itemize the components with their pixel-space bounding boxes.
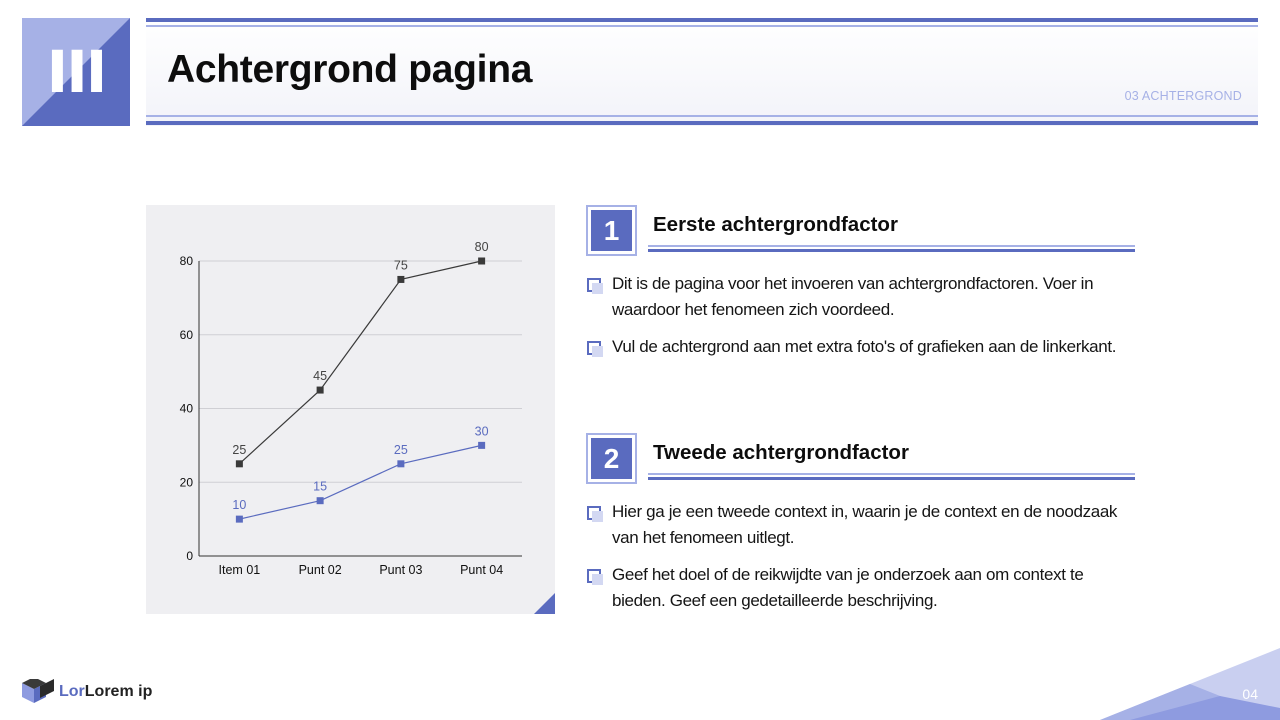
footer-decoration bbox=[1100, 648, 1280, 720]
data-point bbox=[317, 497, 324, 504]
section-tag: 03 ACHTERGROND bbox=[1124, 89, 1242, 103]
logo-icon bbox=[22, 679, 54, 703]
factor-rule-thin bbox=[648, 245, 1135, 247]
x-tick-label: Item 01 bbox=[218, 563, 261, 577]
data-point bbox=[397, 276, 404, 283]
factor-number: 1 bbox=[591, 210, 632, 251]
factor-rule bbox=[648, 249, 1135, 252]
factor-title: Tweede achtergrondfactor bbox=[653, 441, 909, 464]
factor-bullet-list bbox=[586, 499, 1136, 625]
page-number: 04 bbox=[1242, 686, 1258, 702]
y-tick-label: 20 bbox=[179, 475, 193, 490]
bullet-text: Dit is de pagina voor het invoeren van achtergrondfactoren. Voer in waardoor het fenomeen zich voordeed. bbox=[612, 274, 1094, 319]
data-label: 30 bbox=[474, 424, 489, 439]
y-tick-label: 80 bbox=[179, 254, 193, 268]
logo-text: LorLorem ip bbox=[59, 683, 153, 700]
header-rule-top bbox=[146, 18, 1258, 22]
bullet-text: Hier ga je een tweede context in, waarin je de context en de noodzaak van het fenomeen uitlegt. bbox=[612, 502, 1118, 547]
data-label: 80 bbox=[474, 240, 489, 254]
bullet-text: Geef het doel of de reikwijdte van je onderzoek aan om context te bieden. Geef een gedetailleerde beschrijving. bbox=[612, 565, 1084, 610]
chart-corner-decoration bbox=[534, 593, 555, 614]
data-point bbox=[397, 460, 404, 467]
line-chart bbox=[146, 205, 555, 614]
x-tick-label: Punt 02 bbox=[298, 563, 342, 577]
factor-number: 2 bbox=[591, 438, 632, 479]
factor-title: Eerste achtergrondfactor bbox=[653, 213, 898, 236]
data-label: 45 bbox=[313, 369, 328, 384]
data-point bbox=[478, 258, 485, 265]
chart-panel bbox=[146, 205, 555, 614]
factor-number-box bbox=[586, 433, 637, 484]
bullet-item bbox=[586, 562, 1136, 613]
data-label: 15 bbox=[313, 479, 328, 494]
section-roman-numeral: III bbox=[46, 38, 106, 106]
data-point bbox=[478, 442, 485, 449]
data-label: 10 bbox=[232, 498, 247, 513]
data-label: 25 bbox=[232, 442, 247, 457]
data-label: 25 bbox=[393, 442, 408, 457]
section-number-block bbox=[22, 18, 130, 126]
page-title: Achtergrond pagina bbox=[167, 48, 533, 91]
y-tick-label: 60 bbox=[179, 327, 193, 342]
bullet-item bbox=[586, 271, 1136, 322]
header-rule-bottom bbox=[146, 121, 1258, 125]
bullet-item bbox=[586, 499, 1136, 550]
data-label: 75 bbox=[393, 258, 408, 273]
y-tick-label: 0 bbox=[186, 549, 193, 563]
bullet-text: Vul de achtergrond aan met extra foto's of grafieken aan de linkerkant. bbox=[612, 337, 1117, 356]
factor-rule-thin bbox=[648, 473, 1135, 475]
x-tick-label: Punt 04 bbox=[460, 563, 504, 577]
data-point bbox=[236, 516, 243, 523]
checkbox-square-icon bbox=[587, 341, 601, 355]
factor-number-box bbox=[586, 205, 637, 256]
x-tick-label: Punt 03 bbox=[379, 563, 423, 577]
bullet-item bbox=[586, 334, 1136, 360]
header-rule-bottom-thin bbox=[146, 115, 1258, 117]
factor-rule bbox=[648, 477, 1135, 480]
checkbox-square-icon bbox=[587, 506, 601, 520]
checkbox-square-icon bbox=[587, 278, 601, 292]
data-point bbox=[317, 387, 324, 394]
factor-bullet-list bbox=[586, 271, 1136, 372]
data-point bbox=[236, 460, 243, 467]
header-rule-top-thin bbox=[146, 25, 1258, 27]
y-tick-label: 40 bbox=[179, 401, 193, 416]
series-line-1 bbox=[239, 261, 481, 464]
checkbox-square-icon bbox=[587, 569, 601, 583]
